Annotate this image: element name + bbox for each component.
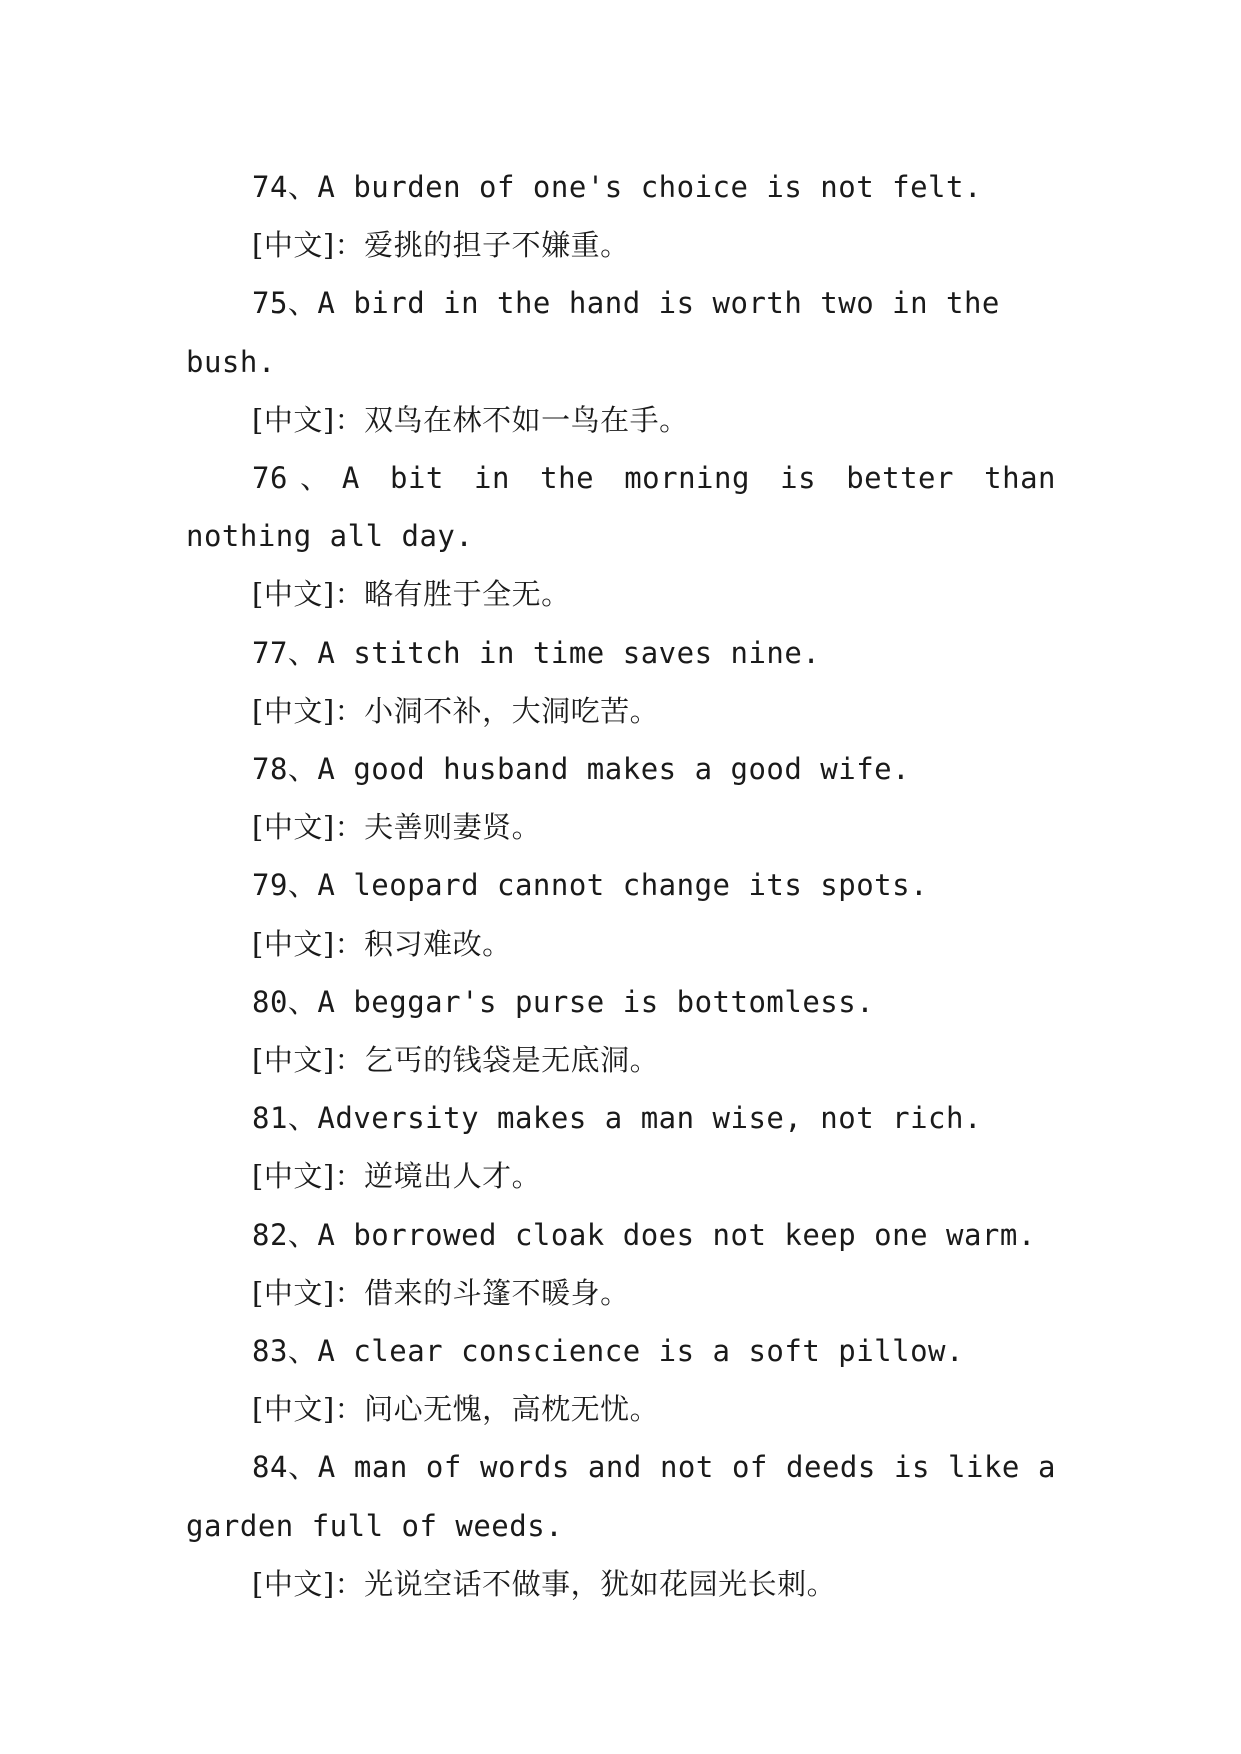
proverb-chinese: [中文]：借来的斗篷不暖身。 [252, 1275, 630, 1310]
proverb-chinese: [中文]：小洞不补，大洞吃苦。 [252, 693, 660, 728]
proverb-english: 78、A good husband makes a good wife. [252, 752, 911, 787]
proverb-english: 76、A bit in the morning is better than nothing all day. [186, 461, 1056, 554]
proverb-chinese: [中文]：爱挑的担子不嫌重。 [252, 228, 630, 263]
proverb-english: 81、Adversity makes a man wise, not rich. [252, 1101, 982, 1136]
proverb-chinese: [中文]：双鸟在林不如一鸟在手。 [252, 402, 689, 437]
proverb-chinese: [中文]：问心无愧，高枕无忧。 [252, 1392, 660, 1427]
proverb-chinese: [中文]：光说空话不做事，犹如花园光长刺。 [252, 1566, 837, 1601]
proverb-chinese: [中文]：积习难改。 [252, 926, 512, 961]
proverb-chinese: [中文]：乞丐的钱袋是无底洞。 [252, 1043, 660, 1078]
proverb-list [186, 158, 1056, 1613]
proverb-english: 82、A borrowed cloak does not keep one warm. [252, 1217, 1036, 1252]
proverb-english: 77、A stitch in time saves nine. [252, 635, 821, 670]
proverb-english: 74、A burden of one's choice is not felt. [252, 170, 982, 204]
proverb-english: 79、A leopard cannot change its spots. [252, 868, 929, 903]
proverb-chinese: [中文]：夫善则妻贤。 [252, 810, 542, 845]
proverb-chinese: [中文]：略有胜于全无。 [252, 577, 571, 612]
proverb-english: 84、A man of words and not of deeds is like a garden full of weeds. [186, 1450, 1056, 1543]
proverb-english: 75、A bird in the hand is worth two in the bush. [186, 286, 1000, 379]
proverb-english: 80、A beggar's purse is bottomless. [252, 984, 875, 1019]
proverb-english: 83、A clear conscience is a soft pillow. [252, 1334, 964, 1369]
proverb-chinese: [中文]：逆境出人才。 [252, 1159, 542, 1194]
